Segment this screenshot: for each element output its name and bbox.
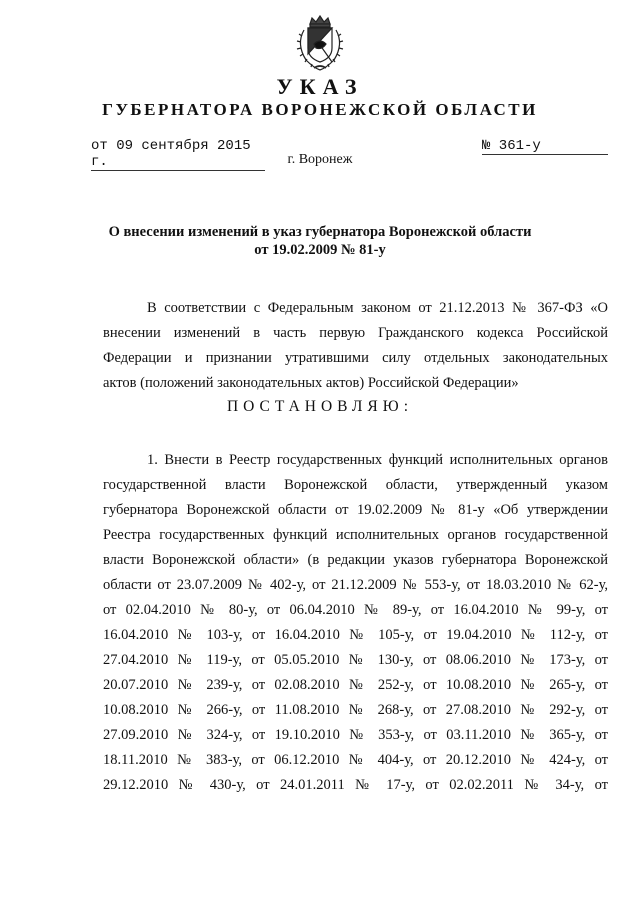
- subject-line: О внесении изменений в указ губернатора Воронежской области: [108, 224, 532, 240]
- paragraph-line: 10.08.2010 № 266-у, от 11.08.2010 № 268-у, от 27.08.2010 № 292-у, от: [103, 702, 608, 718]
- subject-heading: [0, 223, 640, 259]
- preamble-paragraph: [103, 296, 608, 396]
- paragraph-line: 20.07.2010 № 239-у, от 02.08.2010 № 252-у, от 10.08.2010 № 265-у, от: [103, 677, 608, 693]
- paragraph-line: от 02.04.2010 № 80-у, от 06.04.2010 № 89-у, от 16.04.2010 № 99-у, от: [103, 602, 608, 618]
- paragraph-line: 27.09.2010 № 324-у, от 19.10.2010 № 353-у, от 03.11.2010 № 365-у, от: [103, 727, 608, 743]
- paragraph-line: 27.04.2010 № 119-у, от 05.05.2010 № 130-у, от 08.06.2010 № 173-у, от: [103, 652, 608, 668]
- paragraph-line: В соответствии с Федеральным законом от 21.12.2013 № 367-ФЗ «О: [147, 300, 608, 316]
- paragraph-line: 1. Внести в Реестр государственных функций исполнительных органов: [147, 452, 608, 468]
- item-1-paragraph: [103, 448, 608, 798]
- decree-word: ПОСТАНОВЛЯЮ:: [226, 398, 414, 415]
- document-subtitle: ГУБЕРНАТОРА ВОРОНЕЖСКОЙ ОБЛАСТИ: [102, 100, 538, 119]
- paragraph-line: Реестра государственных функций исполнительных органов государственной: [103, 527, 608, 543]
- document-title: УКАЗ: [276, 74, 364, 99]
- paragraph-line: области от 23.07.2009 № 402-у, от 21.12.2009 № 553-у, от 18.03.2010 № 62-у,: [103, 577, 608, 593]
- paragraph-line: губернатора Воронежской области от 19.02.2009 № 81-у «Об утверждении: [103, 502, 608, 518]
- subject-line: от 19.02.2009 № 81-у: [254, 242, 386, 258]
- paragraph-line: 16.04.2010 № 103-у, от 16.04.2010 № 105-у, от 19.04.2010 № 112-у, от: [103, 627, 608, 643]
- city: г. Воронеж: [287, 152, 353, 167]
- paragraph-line: 29.12.2010 № 430-у, от 24.01.2011 № 17-у, от 02.02.2011 № 34-у, от: [103, 777, 608, 793]
- paragraph-line: власти Воронежской области» (в редакции указов губернатора Воронежской: [103, 552, 608, 568]
- paragraph-line: Федерации и признании утратившими силу отдельных законодательных: [103, 350, 608, 366]
- decree-number: № 361-у: [482, 138, 608, 155]
- paragraph-line: актов (положений законодательных актов) Российской Федерации»: [103, 375, 519, 391]
- coat-of-arms-icon: [292, 14, 348, 74]
- paragraph-line: 18.11.2010 № 383-у, от 06.12.2010 № 404-у, от 20.12.2010 № 424-у, от: [103, 752, 608, 768]
- paragraph-line: государственной власти Воронежской области, утвержденный указом: [103, 477, 608, 493]
- paragraph-line: внесении изменений в часть первую Гражданского кодекса Российской: [103, 325, 608, 341]
- decree-date: от 09 сентября 2015 г.: [91, 138, 265, 171]
